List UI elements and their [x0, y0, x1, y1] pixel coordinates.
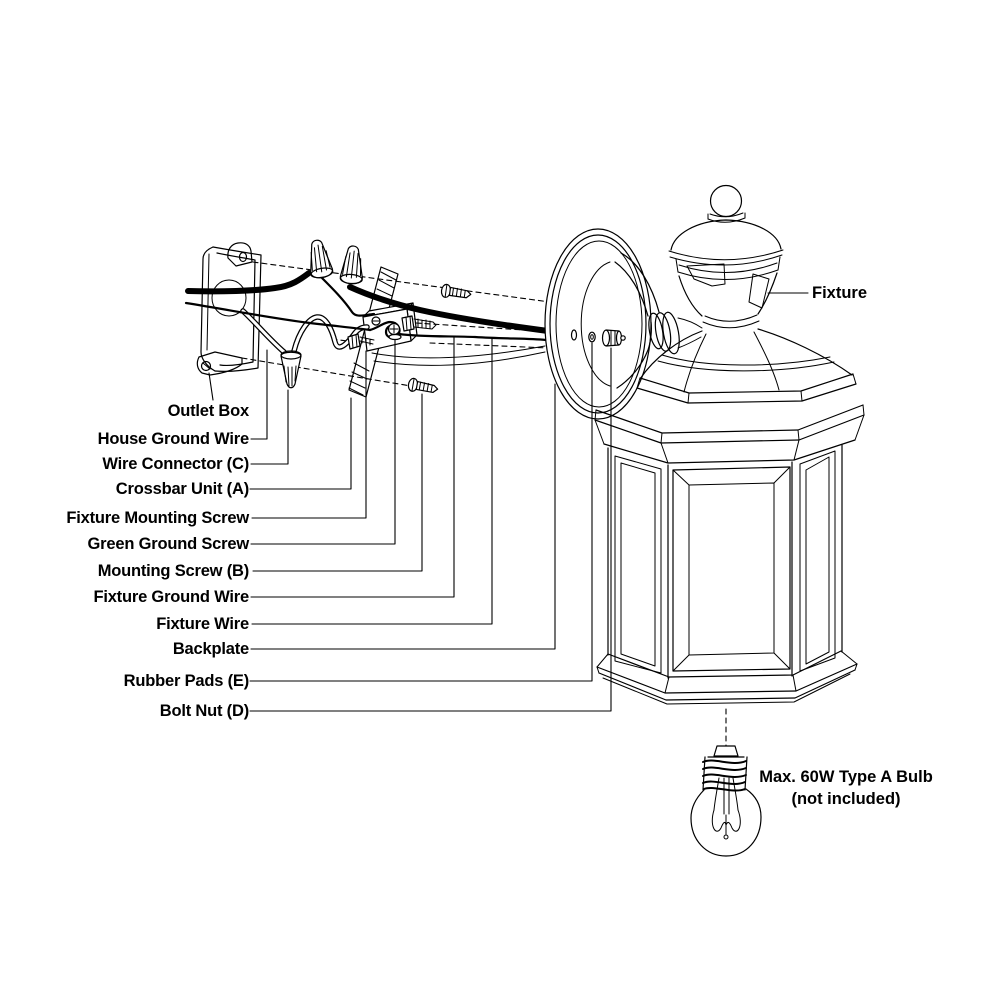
top-mounting-screw-drawing — [441, 284, 472, 301]
wire-nut-2 — [340, 245, 365, 284]
leader-backplate — [251, 384, 555, 649]
bulb-note-line2: (not included) — [791, 790, 901, 809]
sensor-housing — [679, 276, 702, 316]
outlet-box-drawing — [197, 243, 261, 375]
green-ground-screw-drawing — [389, 324, 402, 340]
leader-wire-connector — [251, 390, 288, 464]
finial-dome — [671, 220, 781, 250]
leader-crossbar-unit — [250, 398, 351, 489]
label-fixture: Fixture — [812, 283, 868, 302]
label-wire-connector: Wire Connector (C) — [102, 454, 249, 473]
loose-screws-drawing — [407, 284, 471, 396]
label-bolt-nut: Bolt Nut (D) — [159, 701, 249, 720]
front-panel — [673, 467, 790, 671]
leader-house-ground-wire — [251, 350, 267, 439]
bulb-filament — [712, 778, 740, 839]
lantern-body — [608, 445, 842, 678]
label-green-ground-screw: Green Ground Screw — [87, 534, 249, 553]
wire-nut-3 — [281, 351, 301, 388]
label-mounting-screw-b: Mounting Screw (B) — [97, 561, 249, 580]
label-rubber-pads: Rubber Pads (E) — [123, 671, 249, 690]
leader-bolt-nut — [250, 348, 611, 711]
bulb-note — [740, 766, 952, 811]
label-outlet-box: Outlet Box — [167, 401, 249, 420]
bulb-note-line1: Max. 60W Type A Bulb — [759, 768, 933, 786]
label-fixture-wire: Fixture Wire — [156, 614, 249, 633]
small-screw-drawing — [372, 317, 380, 325]
house-wire-drawing — [188, 273, 309, 291]
mounting-screw-b-drawing — [407, 378, 438, 396]
label-fixture-ground-wire: Fixture Ground Wire — [93, 587, 249, 606]
backplate-drawing — [545, 229, 651, 419]
leader-rubber-pads — [250, 343, 592, 681]
label-house-ground-wire: House Ground Wire — [97, 429, 249, 448]
leader-outlet-box — [209, 373, 213, 400]
label-crossbar-unit: Crossbar Unit (A) — [115, 479, 249, 498]
finial-ball — [711, 186, 742, 217]
label-fixture-mounting-screw: Fixture Mounting Screw — [66, 508, 249, 527]
label-backplate: Backplate — [172, 639, 249, 658]
fixture-ground-wire-drawing — [399, 334, 546, 340]
